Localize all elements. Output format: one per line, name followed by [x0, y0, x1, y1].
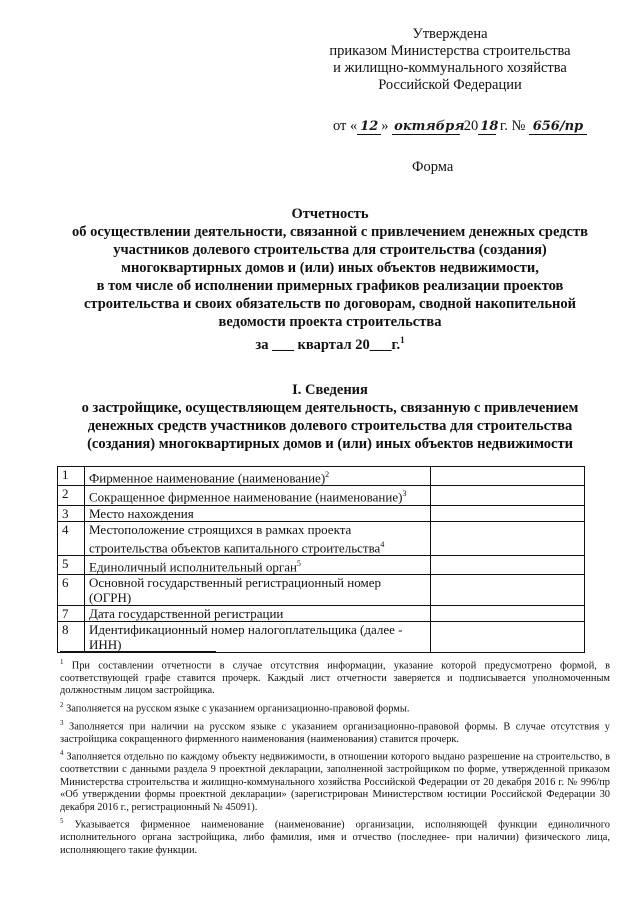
- footnote-ref: 3: [402, 489, 407, 499]
- row-value-cell[interactable]: [431, 467, 585, 486]
- footnote-separator: [60, 651, 216, 652]
- row-number: 4: [58, 521, 85, 555]
- footnote: [60, 656, 610, 698]
- footnote: [60, 717, 610, 746]
- row-number: 2: [58, 486, 85, 505]
- section-line: I. Сведения: [292, 382, 368, 398]
- year-suffix: г. №: [496, 118, 526, 134]
- approval-date-line: [333, 118, 587, 135]
- footnote-ref: 2: [325, 470, 330, 479]
- period-text: за ___ квартал 20___г.: [255, 336, 401, 353]
- title-period: [50, 331, 610, 354]
- row-number: 8: [58, 622, 85, 653]
- report-title: [50, 205, 610, 354]
- handwritten-day: 12: [357, 119, 381, 135]
- section-heading: [50, 381, 610, 453]
- row-value-cell[interactable]: [431, 622, 585, 653]
- date-prefix: от «: [333, 118, 358, 134]
- row-label: Основной государственный регистрационный номер (ОГРН): [85, 575, 431, 606]
- table-row: [58, 521, 585, 555]
- year-prefix: 20: [463, 118, 479, 134]
- approval-line: Утверждена: [412, 26, 488, 42]
- footnote-number: 5: [60, 817, 64, 826]
- table-row: [58, 505, 585, 521]
- table-row: [58, 606, 585, 622]
- footnote-ref: 1: [400, 335, 405, 345]
- info-table-body: [58, 467, 585, 653]
- footnote-number: 1: [60, 658, 64, 666]
- footnotes: [60, 656, 610, 858]
- row-label: Единоличный исполнительный орган$^5$: [85, 555, 431, 574]
- row-value-cell[interactable]: [431, 555, 585, 574]
- table-row: [58, 622, 585, 653]
- footnote: [60, 815, 610, 857]
- footnote-number: 3: [60, 718, 64, 727]
- footnote-number: 2: [60, 700, 64, 709]
- section-line: о застройщике, осуществляющем деятельность, связанную с привлечением: [81, 400, 579, 416]
- row-number: 6: [58, 575, 85, 606]
- approval-line: Российской Федерации: [378, 77, 522, 93]
- handwritten-month: октября: [394, 119, 465, 134]
- title-line: ведомости проекта строительства: [218, 314, 442, 330]
- section-line: (создания) многоквартирных домов и (или) иных объектов недвижимости: [87, 436, 573, 452]
- title-line: Отчетность: [291, 206, 369, 222]
- footnote-text: Указывается фирменное наименование (наименование) организации, исполняющей функции единоличного исполнительного органа застройщика, либо фамилия, имя и отчество (последнее- при наличии) физического лица, исполняющего такие функции.: [60, 819, 610, 856]
- title-line: участников долевого строительства для строительства (создания): [113, 242, 547, 258]
- row-number: 5: [58, 555, 85, 574]
- table-row: [58, 555, 585, 574]
- footnote-text: Заполняется на русском языке с указанием организационно-правовой формы.: [63, 703, 410, 715]
- row-number: 1: [58, 467, 85, 486]
- footnote-number: 4: [60, 749, 64, 758]
- form-label: Форма: [412, 159, 454, 175]
- title-line: строительства и своих обязательств по договорам, сводной накопительной: [83, 296, 577, 312]
- row-label: Дата государственной регистрации: [85, 606, 431, 622]
- approval-line: и жилищно-коммунального хозяйства: [333, 60, 567, 76]
- row-value-cell[interactable]: [431, 606, 585, 622]
- footnote-text: Заполняется при наличии на русском языке с указанием организационно-правовой формы. В случае отсутствия у застройщика сокращенного фирменного наименования (наименования) ставится прочерк.: [60, 721, 610, 745]
- row-number: 7: [58, 606, 85, 622]
- row-label: Место нахождения: [85, 505, 431, 521]
- title-line: многоквартирных домов и (или) иных объектов недвижимости,: [121, 260, 539, 276]
- row-number: 3: [58, 505, 85, 521]
- footnote: [60, 747, 610, 814]
- row-label: Идентификационный номер налогоплательщика (далее - ИНН): [85, 622, 431, 653]
- section-line: денежных средств участников долевого строительства для строительства: [87, 418, 573, 434]
- handwritten-order-number: 656/пр: [529, 119, 587, 135]
- title-line: в том числе об исполнении примерных графиков реализации проектов: [96, 278, 564, 294]
- table-row: [58, 575, 585, 606]
- row-value-cell[interactable]: [431, 486, 585, 505]
- table-row: [58, 486, 585, 505]
- row-value-cell[interactable]: [431, 505, 585, 521]
- developer-info-table: [57, 466, 585, 653]
- footnote: [60, 699, 610, 716]
- approval-line: приказом Министерства строительства: [329, 43, 571, 59]
- row-value-cell[interactable]: [431, 575, 585, 606]
- handwritten-year: 18: [480, 119, 499, 134]
- table-row: [58, 467, 585, 486]
- footnote-ref: 4: [380, 539, 385, 549]
- footnote-ref: 5: [296, 558, 301, 568]
- row-label: Сокращенное фирменное наименование (наименование)$^3$: [85, 486, 431, 505]
- footnote-text: Заполняется отдельно по каждому объекту недвижимости, в отношении которого выдано разрешение на строительство, в соответствии с данными раздела 9 проектной декларации, заполненной застройщиком по форме, утвержденной приказом Министерства строительства и жилищно-коммунального хозяйства Российской Федерации от 20 декабря 2016 г. № 996/пр «Об утверждении формы проектной декларации» (зарегистрирован Министерством юстиции Российской Федерации 30 декабря 2016 г., регистрационный № 45091).: [60, 751, 610, 813]
- day-suffix: »: [381, 118, 389, 134]
- footnote-text: При составлении отчетности в случае отсутствия информации, указание которой предусмотрено формой, в соответствующей графе ставится прочерк. Каждый лист отчетности заверяется и подписывается уполномоченным должностным лицом застройщика.: [60, 660, 610, 697]
- row-label: Фирменное наименование (наименование)$^2$: [85, 467, 431, 486]
- row-label: Местоположение строящихся в рамках проекта строительства объектов капитального строительства$^4$: [85, 521, 431, 555]
- row-value-cell[interactable]: [431, 521, 585, 555]
- title-line: об осуществлении деятельности, связанной с привлечением денежных средств: [72, 224, 588, 240]
- approval-block: [300, 26, 600, 94]
